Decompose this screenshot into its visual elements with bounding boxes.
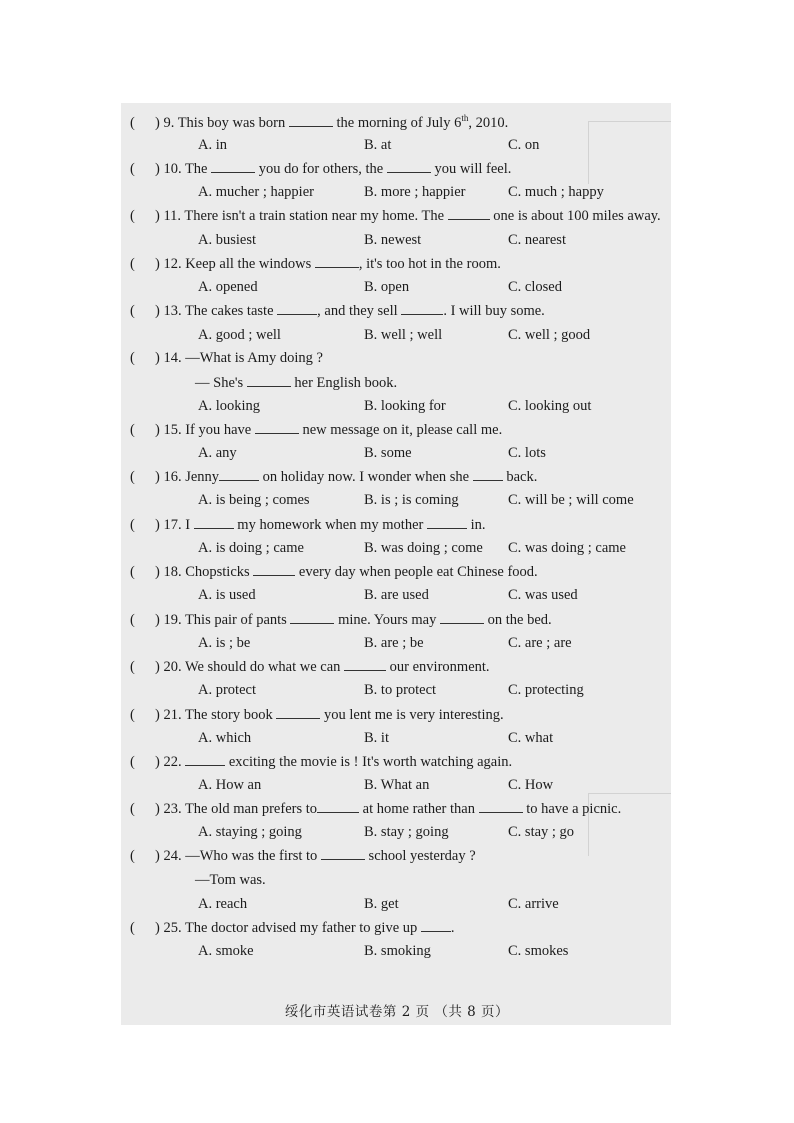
question-13: ( ) 13. The cakes taste , and they sell . I will buy some. xyxy=(130,303,545,319)
question-15: ( ) 15. If you have new message on it, please call me. xyxy=(130,422,503,438)
question-17: ( ) 17. I my homework when my mother in. xyxy=(130,517,486,533)
option-c: C. looking out xyxy=(508,398,592,414)
question-23: ( ) 23. The old man prefers to at home rather than to have a picnic. xyxy=(130,801,622,817)
option-a: A. any xyxy=(198,445,237,461)
question-24: ( ) 24. —Who was the first to school yesterday ? xyxy=(130,848,476,864)
option-b: B. are used xyxy=(364,587,429,603)
answer-blank xyxy=(276,706,320,719)
option-c: C. are ; are xyxy=(508,635,572,651)
option-c: C. nearest xyxy=(508,232,566,248)
answer-blank xyxy=(211,160,255,173)
answer-blank xyxy=(387,160,431,173)
option-b: B. well ; well xyxy=(364,327,443,343)
option-a: A. in xyxy=(198,137,227,153)
answer-blank xyxy=(289,114,333,127)
answer-blank xyxy=(321,847,365,860)
option-c: C. what xyxy=(508,730,554,746)
question-14: ( ) 14. —What is Amy doing ? xyxy=(130,350,323,366)
answer-blank xyxy=(473,468,503,481)
option-c: C. smokes xyxy=(508,943,569,959)
option-a: A. protect xyxy=(198,682,256,698)
option-b: B. it xyxy=(364,730,389,746)
answer-blank xyxy=(344,658,386,671)
question-12: ( ) 12. Keep all the windows , it's too hot in the room. xyxy=(130,256,501,272)
answer-blank xyxy=(440,611,484,624)
question-10: ( ) 10. The you do for others, the you will feel. xyxy=(130,161,512,177)
option-b: B. What an xyxy=(364,777,430,793)
page-footer: 绥化市英语试卷第 2 页 （共 8 页） xyxy=(284,1004,510,1020)
answer-blank xyxy=(255,421,299,434)
option-a: A. looking xyxy=(198,398,261,414)
option-c: C. arrive xyxy=(508,896,559,912)
option-a: A. which xyxy=(198,730,252,746)
option-c: C. was used xyxy=(508,587,578,603)
question-22: ( ) 22. exciting the movie is ! It's worth watching again. xyxy=(130,754,513,770)
option-a: A. opened xyxy=(198,279,258,295)
answer-blank xyxy=(479,800,523,813)
answer-blank xyxy=(315,255,359,268)
option-c: C. stay ; go xyxy=(508,824,575,840)
question-24-response: —Tom was. xyxy=(195,872,266,888)
option-a: A. smoke xyxy=(198,943,254,959)
option-b: B. is ; is coming xyxy=(364,492,459,508)
option-b: B. to protect xyxy=(364,682,437,698)
option-a: A. staying ; going xyxy=(198,824,302,840)
answer-blank xyxy=(448,207,490,220)
question-9: ( ) 9. This boy was born the morning of July 6th, 2010. xyxy=(130,113,509,131)
answer-blank xyxy=(317,800,359,813)
question-25: ( ) 25. The doctor advised my father to give up . xyxy=(130,920,455,936)
option-b: B. smoking xyxy=(364,943,431,959)
answer-blank xyxy=(185,753,225,766)
option-b: B. at xyxy=(364,137,392,153)
option-c: C. lots xyxy=(508,445,546,461)
option-c: C. How xyxy=(508,777,554,793)
option-b: B. looking for xyxy=(364,398,446,414)
option-b: B. stay ; going xyxy=(364,824,449,840)
answer-blank xyxy=(277,302,317,315)
answer-blank xyxy=(247,374,291,387)
answer-blank xyxy=(421,919,451,932)
answer-blank xyxy=(427,516,467,529)
option-c: C. protecting xyxy=(508,682,584,698)
option-c: C. closed xyxy=(508,279,562,295)
answer-blank xyxy=(194,516,234,529)
question-11: ( ) 11. There isn't a train station near my home. The one is about 100 miles away. xyxy=(130,208,661,224)
option-c: C. was doing ; came xyxy=(508,540,626,556)
option-b: B. open xyxy=(364,279,410,295)
option-b: B. some xyxy=(364,445,412,461)
question-21: ( ) 21. The story book you lent me is very interesting. xyxy=(130,707,504,723)
option-c: C. well ; good xyxy=(508,327,591,343)
question-18: ( ) 18. Chopsticks every day when people eat Chinese food. xyxy=(130,564,538,580)
question-16: ( ) 16. Jenny on holiday now. I wonder when she back. xyxy=(130,469,538,485)
question-20: ( ) 20. We should do what we can our environment. xyxy=(130,659,490,675)
option-a: A. is used xyxy=(198,587,256,603)
answer-blank xyxy=(401,302,443,315)
question-14-response: — She's her English book. xyxy=(195,375,398,391)
option-c: C. will be ; will come xyxy=(508,492,634,508)
option-b: B. are ; be xyxy=(364,635,424,651)
bleed-through-score-box xyxy=(588,121,671,184)
option-a: A. is ; be xyxy=(198,635,251,651)
option-a: A. good ; well xyxy=(198,327,281,343)
option-b: B. newest xyxy=(364,232,422,248)
answer-blank xyxy=(219,468,259,481)
option-b: B. more ; happier xyxy=(364,184,466,200)
option-a: A. mucher ; happier xyxy=(198,184,314,200)
option-b: B. get xyxy=(364,896,399,912)
answer-blank xyxy=(253,563,295,576)
option-c: C. on xyxy=(508,137,540,153)
option-c: C. much ; happy xyxy=(508,184,604,200)
option-a: A. reach xyxy=(198,896,248,912)
option-a: A. is being ; comes xyxy=(198,492,310,508)
answer-blank xyxy=(290,611,334,624)
question-19: ( ) 19. This pair of pants mine. Yours may on the bed. xyxy=(130,612,552,628)
option-a: A. is doing ; came xyxy=(198,540,304,556)
option-a: A. busiest xyxy=(198,232,256,248)
option-a: A. How an xyxy=(198,777,262,793)
option-b: B. was doing ; come xyxy=(364,540,483,556)
